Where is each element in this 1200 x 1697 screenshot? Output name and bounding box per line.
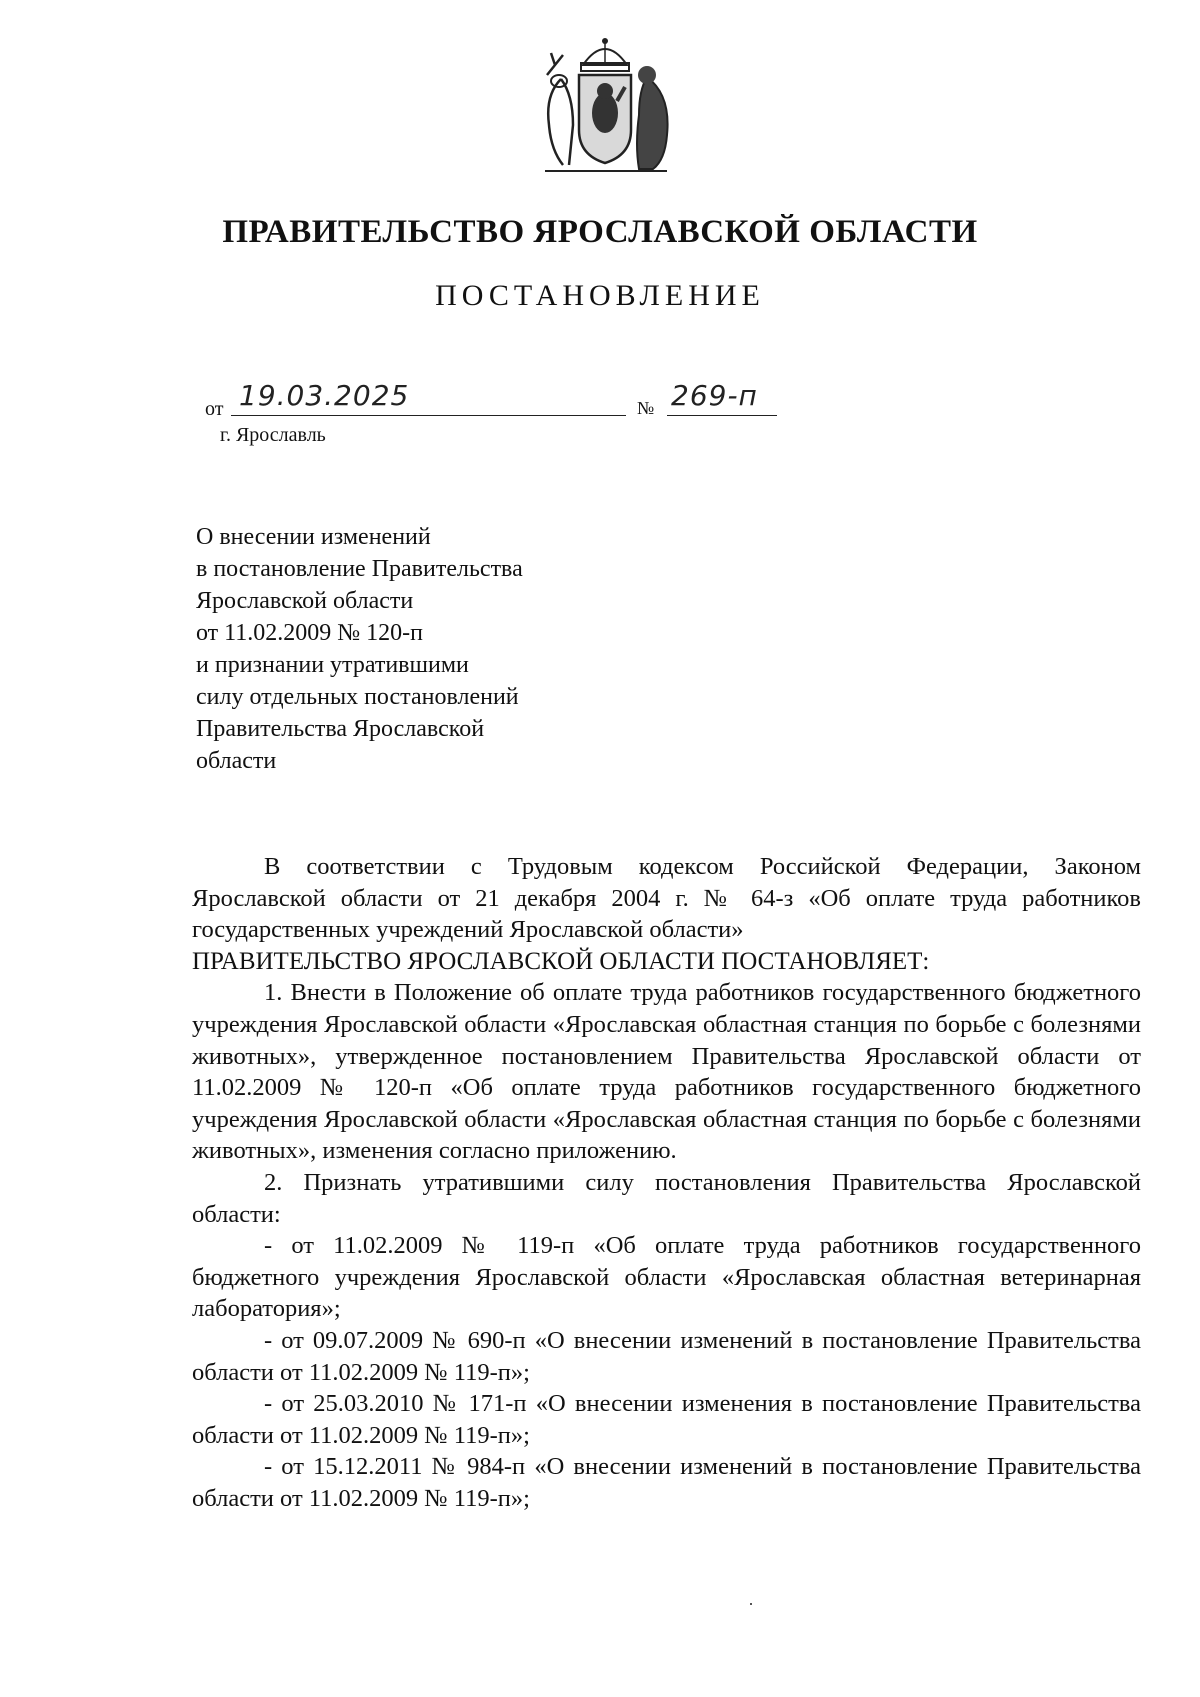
item-1: 1. Внести в Положение об оплате труда работников государственного бюджетного учреждения Ярославской области «Ярославская областная станция по борьбе с болезнями животных», утвержденное постановлением Правительства Ярославской области от 11.02.2009 № 120-п «Об оплате труда работников государственного бюджетного учреждения Ярославской области «Ярославская областная станция по борьбе с болезнями животных», изменения согласно приложению. [192, 979, 1141, 1165]
resolves-heading: ПРАВИТЕЛЬСТВО ЯРОСЛАВСКОЙ ОБЛАСТИ ПОСТАНОВЛЯЕТ: [192, 947, 930, 975]
document-kind: ПОСТАНОВЛЕНИЕ [435, 279, 765, 312]
coat-of-arms-icon [535, 35, 675, 177]
list-item: - от 15.12.2011 № 984-п «О внесении изменений в постановление Правительства области от 11.02.2009 № 119-п»; [192, 1453, 1141, 1512]
date-field [231, 379, 626, 416]
preamble: В соответствии с Трудовым кодексом Российской Федерации, Законом Ярославской области от 21 декабря 2004 г. № 64-з «Об оплате труда работников государственных учреждений Ярославской области» [192, 853, 1141, 944]
list-item: - от 09.07.2009 № 690-п «О внесении изменений в постановление Правительства области от 11.02.2009 № 119-п»; [192, 1326, 1141, 1386]
city: г. Ярославль [220, 424, 326, 446]
subject-line: Ярославской области [196, 588, 414, 614]
scan-speck [750, 1603, 752, 1605]
document-subject [196, 521, 676, 777]
number-sign: № [637, 398, 655, 418]
handwritten-number: 269-п [671, 379, 758, 412]
subject-line: в постановление Правительства [196, 556, 523, 582]
document-body [192, 851, 1141, 1514]
subject-line: от 11.02.2009 № 120-п [196, 620, 424, 646]
subject-line: и признании утратившими [196, 652, 469, 678]
subject-line: О внесении изменений [196, 524, 431, 550]
government-title: ПРАВИТЕЛЬСТВО ЯРОСЛАВСКОЙ ОБЛАСТИ [222, 214, 978, 250]
date-prefix: от [205, 398, 224, 420]
subject-line: области [196, 748, 277, 774]
item-2: 2. Признать утратившими силу постановления Правительства Ярославской области: [192, 1168, 1141, 1228]
list-item: - от 11.02.2009 № 119-п «Об оплате труда работников государственного бюджетного учреждения Ярославской области «Ярославская областная ветеринарная лаборатория»; [192, 1232, 1141, 1323]
subject-line: Правительства Ярославской [196, 716, 485, 742]
number-field [667, 379, 777, 416]
subject-line: силу отдельных постановлений [196, 684, 519, 710]
list-item: - от 25.03.2010 № 171-п «О внесении изменения в постановление Правительства области от 11.02.2009 № 119-п»; [192, 1390, 1141, 1449]
handwritten-date: 19.03.2025 [239, 379, 410, 412]
